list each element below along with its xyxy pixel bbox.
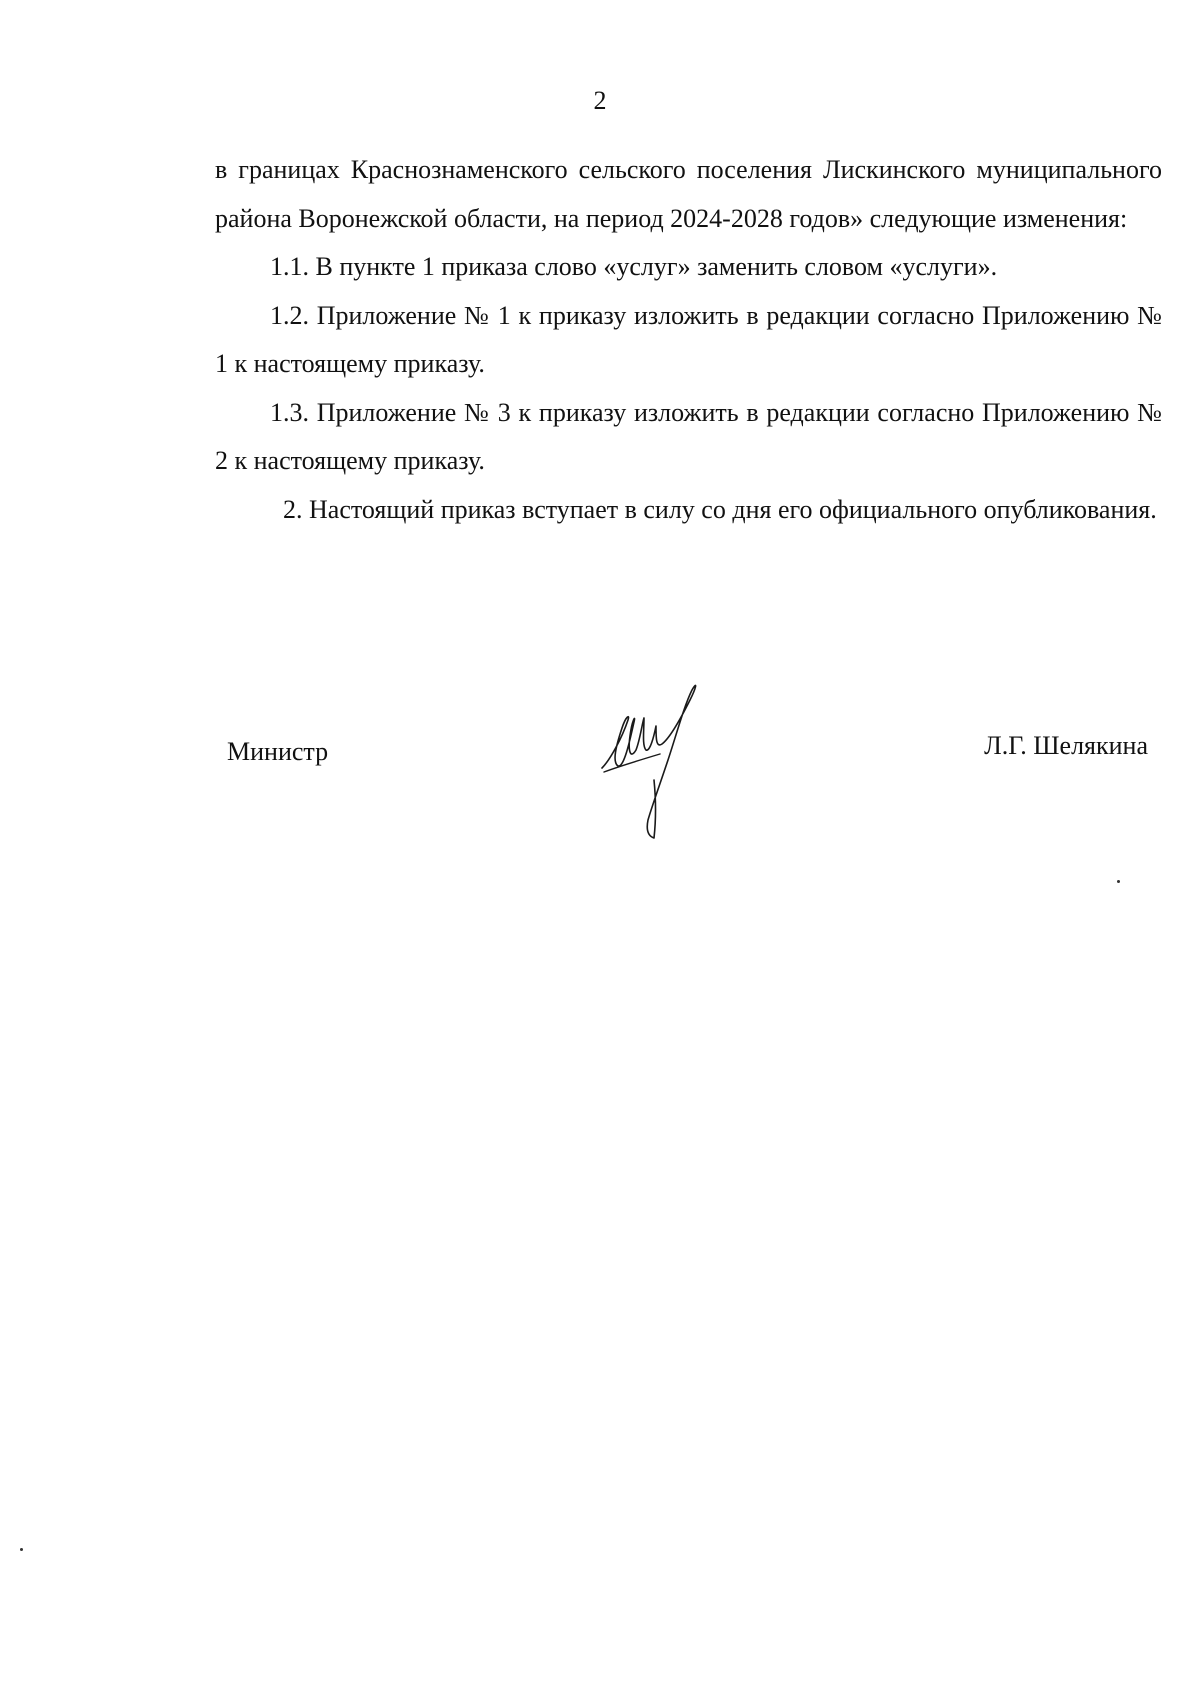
paragraph-item-1-3: 1.3. Приложение № 3 к приказу изложить в редакции согласно Приложению № 2 к настоящему приказу. xyxy=(215,397,1162,475)
page-number: 2 xyxy=(593,86,607,115)
signer-position: Министр xyxy=(227,737,329,766)
paragraph-item-1-1: 1.1. В пункте 1 приказа слово «услуг» заменить словом «услуги». xyxy=(270,252,998,281)
signature-stroke xyxy=(602,685,696,838)
scan-speck xyxy=(1117,880,1120,883)
document-body xyxy=(215,146,1162,534)
paragraph-item-2: 2. Настоящий приказ вступает в силу со дня его официального опубликования. xyxy=(283,494,1157,524)
handwritten-signature xyxy=(600,680,720,840)
signer-name: Л.Г. Шелякина xyxy=(984,731,1148,760)
paragraph-continuation: в границах Краснознаменского сельского поселения Лискинского муниципального района Воронежской области, на период 2024-2028 годов» следующие изменения: xyxy=(215,155,1162,233)
paragraph-item-1-2: 1.2. Приложение № 1 к приказу изложить в редакции согласно Приложению № 1 к настоящему приказу. xyxy=(215,300,1162,378)
scan-speck xyxy=(20,1548,23,1551)
signature-underline xyxy=(604,754,660,772)
